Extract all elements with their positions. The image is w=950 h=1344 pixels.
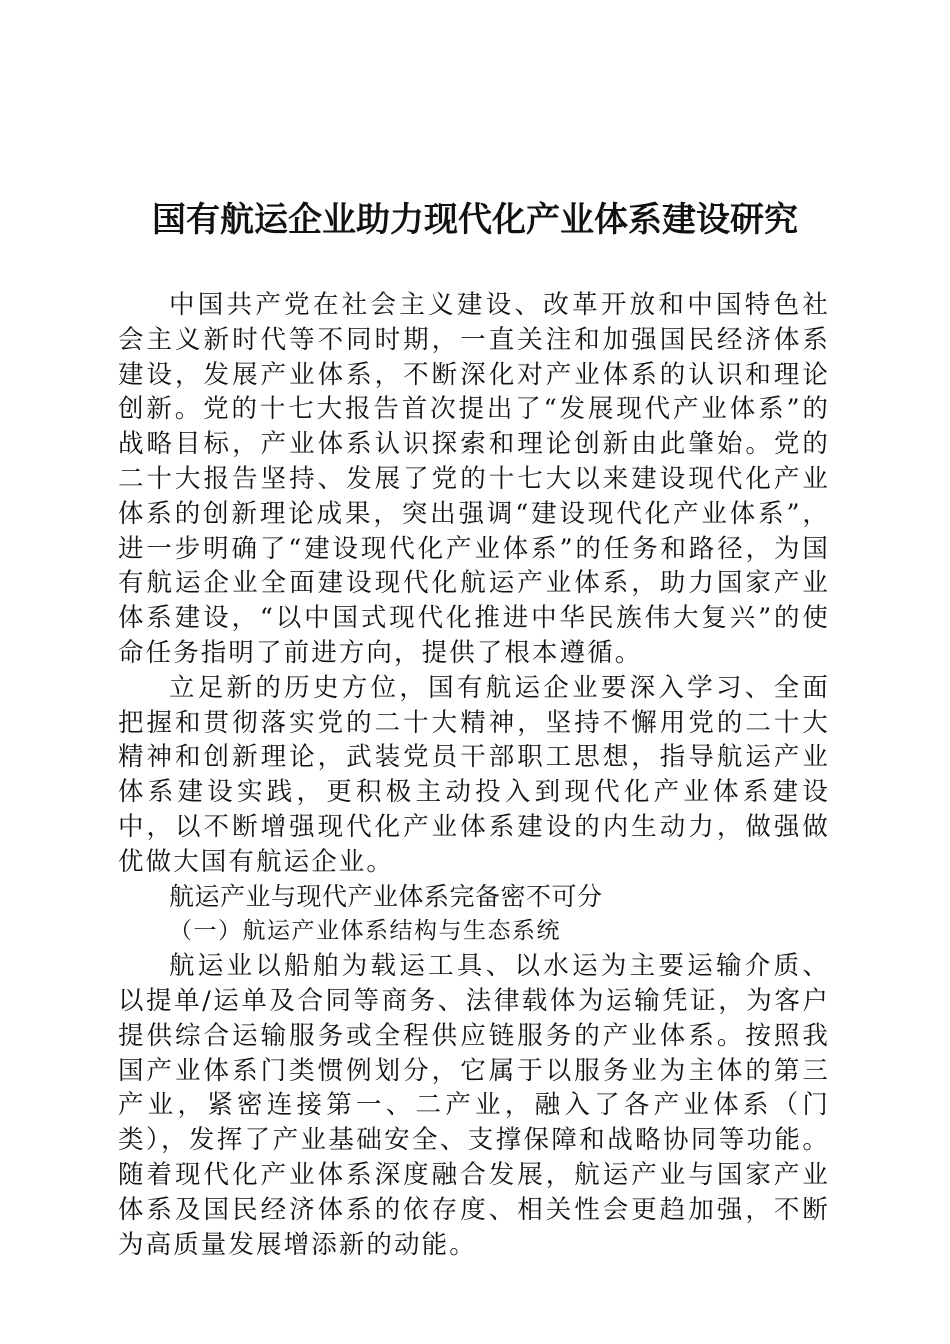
intro-paragraph: 中国共产党在社会主义建设、改革开放和中国特色社会主义新时代等不同时期，一直关注和加强国民经济体系建设，发展产业体系，不断深化对产业体系的认识和理论创新。党的十七大报告首次提出了“发展现代产业体系”的战略目标，产业体系认识探索和理论创新由此肇始。党的二十大报告坚持、发展了党的十七大以来建设现代化产业体系的创新理论成果，突出强调“建设现代化产业体系”，进一步明确了“建设现代化产业体系”的任务和路径，为国有航运企业全面建设现代化航运产业体系，助力国家产业体系建设，“以中国式现代化推进中华民族伟大复兴”的使命任务指明了前进方向，提供了根本遵循。: [118, 290, 830, 668]
section-heading: 航运产业与现代产业体系完备密不可分: [169, 881, 603, 911]
body-paragraph: 立足新的历史方位，国有航运企业要深入学习、全面把握和贯彻落实党的二十大精神，坚持不懈用党的二十大精神和创新理论，武装党员干部职工思想，指导航运产业体系建设实践，更积极主动投入到现代化产业体系建设中，以不断增强现代化产业体系建设的内生动力，做强做优做大国有航运企业。: [118, 672, 830, 877]
document-body: [118, 288, 830, 1262]
document-title: 国有航运企业助力现代化产业体系建设研究: [152, 200, 798, 240]
subsection-heading: （一）航运产业体系结构与生态系统: [169, 918, 561, 945]
subsection-paragraph: 航运业以船舶为载运工具、以水运为主要运输介质、以提单/运单及合同等商务、法律载体为运输凭证，为客户提供综合运输服务或全程供应链服务的产业体系。按照我国产业体系门类惯例划分，它属于以服务业为主体的第三产业，紧密连接第一、二产业，融入了各产业体系（门类），发挥了产业基础安全、支撑保障和战略协同等功能。随着现代化产业体系深度融合发展，航运产业与国家产业体系及国民经济体系的依存度、相关性会更趋加强，不断为高质量发展增添新的动能。: [118, 951, 830, 1260]
